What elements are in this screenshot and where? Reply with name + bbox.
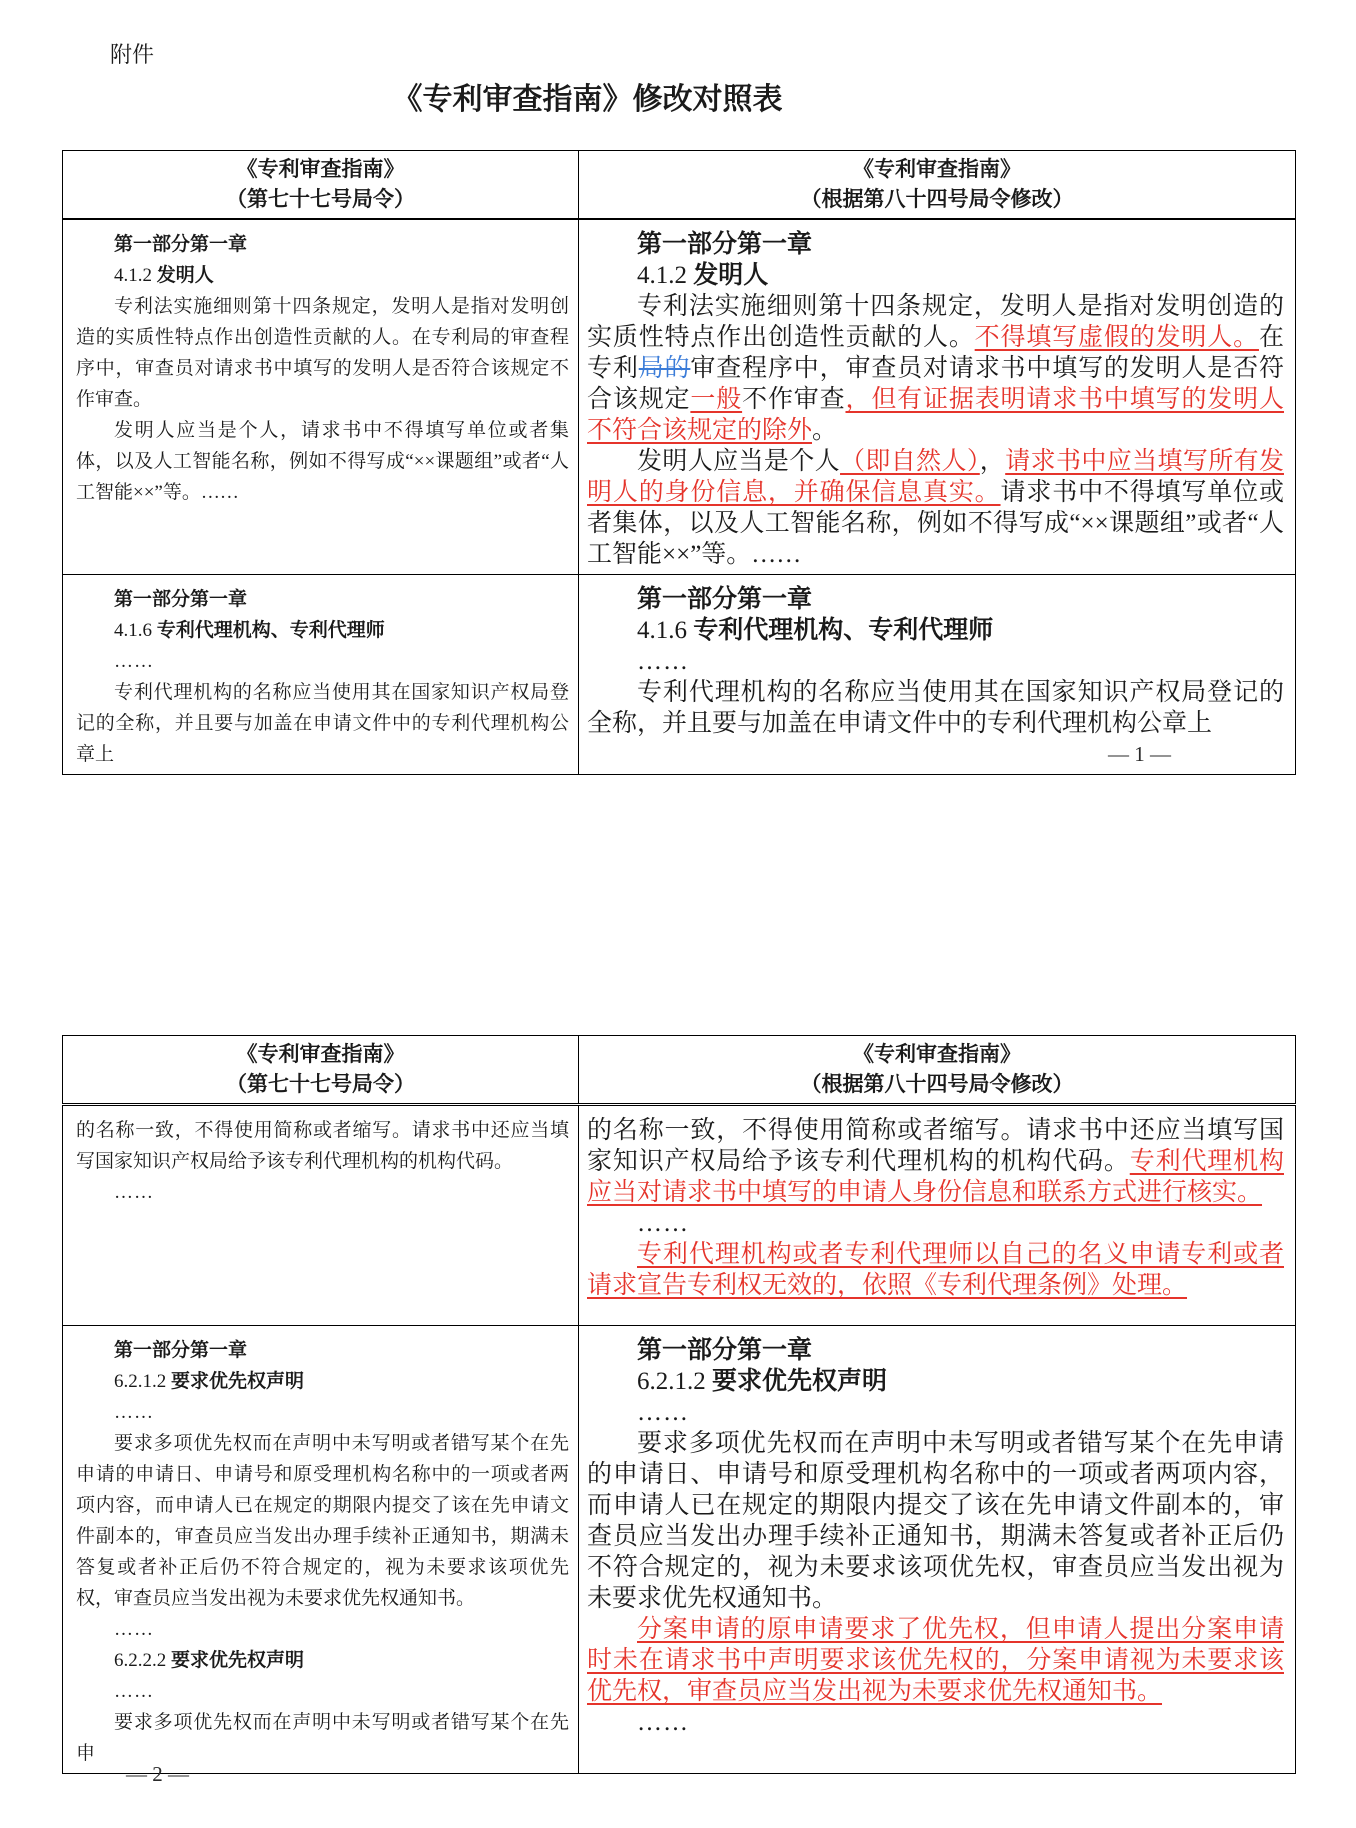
paragraph bbox=[76, 677, 569, 770]
text-run: …… bbox=[114, 1182, 154, 1203]
column-header-new-line1: 《专利审查指南》 bbox=[853, 157, 1021, 181]
text-run: …… bbox=[114, 651, 154, 672]
number-prefix: 6.2.2.2 bbox=[114, 1650, 171, 1671]
text-run: …… bbox=[637, 1399, 689, 1426]
paragraph bbox=[76, 1115, 569, 1177]
paragraph bbox=[587, 1428, 1284, 1614]
text-run: 发明人 bbox=[693, 261, 769, 289]
ellipsis-line bbox=[587, 1707, 1284, 1738]
table-row bbox=[63, 1326, 1296, 1774]
section-heading bbox=[587, 1366, 1284, 1397]
text-run: 发明人 bbox=[156, 265, 214, 286]
text-run: 在专利 bbox=[587, 324, 1284, 382]
text-run: 专利法实施细则第十四条规定，发明人是指对发明创造的实质性特点作出创造性贡献的人。 bbox=[587, 293, 1284, 351]
inserted-text: 专利代理机构或者专利代理师以自己的名义申请专利或者请求宣告专利权无效的，依照《专利代理条例》处理。 bbox=[587, 1241, 1284, 1299]
text-run: 第一部分第一章 bbox=[114, 1340, 248, 1361]
cell-new-section-4-1-6-continued bbox=[579, 1105, 1296, 1326]
text-run: 要求优先权声明 bbox=[171, 1371, 305, 1392]
column-header-old bbox=[63, 151, 579, 220]
section-heading bbox=[76, 1366, 569, 1397]
paragraph bbox=[76, 1707, 569, 1769]
column-header-old-line2: （第七十七号局令） bbox=[226, 187, 415, 211]
text-run: 专利代理机构、专利代理师 bbox=[156, 620, 385, 641]
paragraph bbox=[587, 1115, 1284, 1208]
text-run: 不作审查 bbox=[742, 386, 846, 413]
column-header-new-line1: 《专利审查指南》 bbox=[853, 1042, 1021, 1066]
comparison-table-page-1 bbox=[62, 150, 1296, 775]
text-run: …… bbox=[114, 1681, 154, 1702]
paragraph bbox=[587, 1239, 1284, 1301]
ellipsis-line bbox=[76, 1614, 569, 1645]
text-run: 要求多项优先权而在声明中未写明或者错写某个在先申请的申请日、申请号和原受理机构名称中的一项或者两项内容，而申请人已在规定的期限内提交了该在先申请文件副本的，审查员应当发出办理手续补正通知书，期满未答复或者补正后仍不符合规定的，视为未要求该项优先权，审查员应当发出视为未要求优先权通知书。 bbox=[587, 1430, 1284, 1612]
text-run: 请求书中不得填写单位或者集体，以及人工智能名称，例如不得写成“××课题组”或者“人工智能××”等。…… bbox=[587, 479, 1284, 568]
paragraph bbox=[76, 291, 569, 415]
text-run: 专利代理机构的名称应当使用其在国家知识产权局登记的全称，并且要与加盖在申请文件中的专利代理机构公章上 bbox=[587, 679, 1284, 737]
text-run: 要求多项优先权而在声明中未写明或者错写某个在先申请的申请日、申请号和原受理机构名称中的一项或者两项内容，而申请人已在规定的期限内提交了该在先申请文件副本的，审查员应当发出办理手续补正通知书，期满未答复或者补正后仍不符合规定的，视为未要求该项优先权，审查员应当发出视为未要求优先权通知书。 bbox=[76, 1433, 569, 1609]
column-header-old-line2: （第七十七号局令） bbox=[226, 1072, 415, 1096]
text-run: 专利代理机构、专利代理师 bbox=[693, 616, 994, 644]
text-run: 第一部分第一章 bbox=[114, 589, 248, 610]
number-prefix: 6.2.1.2 bbox=[637, 1368, 712, 1395]
text-run: 发明人应当是个人 bbox=[637, 448, 841, 475]
page-number-2: — 2 — bbox=[126, 1762, 189, 1786]
section-heading bbox=[76, 1645, 569, 1676]
ellipsis-line bbox=[587, 1397, 1284, 1428]
paragraph bbox=[587, 677, 1284, 739]
inserted-text: 专利代理机构应当对请求书中填写的申请人身份信息和联系方式进行核实。 bbox=[587, 1148, 1284, 1206]
section-heading bbox=[587, 229, 1284, 260]
column-header-new bbox=[579, 151, 1296, 220]
ellipsis-line bbox=[587, 646, 1284, 677]
section-heading bbox=[76, 1335, 569, 1366]
ellipsis-line bbox=[76, 1397, 569, 1428]
text-run: 要求优先权声明 bbox=[712, 1367, 888, 1395]
section-heading bbox=[587, 260, 1284, 291]
number-prefix: 6.2.1.2 bbox=[114, 1371, 171, 1392]
cell-new-section-6-2-1-2 bbox=[579, 1326, 1296, 1774]
text-run: …… bbox=[637, 1210, 689, 1237]
column-header-old-line1: 《专利审查指南》 bbox=[236, 1042, 405, 1066]
text-run: 要求优先权声明 bbox=[171, 1650, 305, 1671]
section-heading bbox=[76, 584, 569, 615]
page-number-1: — 1 — bbox=[1108, 742, 1171, 766]
text-run: 第一部分第一章 bbox=[637, 585, 813, 613]
text-run: …… bbox=[114, 1619, 154, 1640]
section-heading bbox=[76, 260, 569, 291]
table-header-row bbox=[63, 1036, 1296, 1105]
text-run: 审查程序中，审查员对请求书中填写的发明人是否符合该规定 bbox=[587, 355, 1284, 413]
document-title: 《专利审查指南》修改对照表 bbox=[392, 83, 783, 116]
cell-new-section-4-1-2 bbox=[579, 219, 1296, 575]
text-run: …… bbox=[637, 1709, 689, 1736]
text-run: 第一部分第一章 bbox=[637, 1336, 813, 1364]
ellipsis-line bbox=[76, 646, 569, 677]
text-run: 第一部分第一章 bbox=[637, 230, 813, 258]
cell-new-section-4-1-6 bbox=[579, 575, 1296, 775]
section-heading bbox=[587, 615, 1284, 646]
text-run: 。 bbox=[812, 417, 838, 444]
column-header-old bbox=[63, 1036, 579, 1105]
attachment-label: 附件 bbox=[110, 42, 155, 67]
inserted-text: 一般 bbox=[690, 386, 743, 413]
text-run: …… bbox=[637, 648, 689, 675]
number-prefix: 4.1.2 bbox=[637, 262, 694, 289]
text-run: ， bbox=[979, 448, 1006, 475]
inserted-text: 请求书中应当填写所有发明人的身份信息，并确保信息真实。 bbox=[587, 448, 1284, 506]
cell-old-section-6-2-1-2 bbox=[63, 1326, 579, 1774]
ellipsis-line bbox=[76, 1676, 569, 1707]
paragraph bbox=[587, 291, 1284, 446]
section-heading bbox=[587, 1335, 1284, 1366]
column-header-old-line1: 《专利审查指南》 bbox=[236, 157, 405, 181]
paragraph bbox=[587, 446, 1284, 570]
cell-old-section-4-1-6 bbox=[63, 575, 579, 775]
text-run: 专利法实施细则第十四条规定，发明人是指对发明创造的实质性特点作出创造性贡献的人。在专利局的审查程序中，审查员对请求书中填写的发明人是否符合该规定不作审查。 bbox=[76, 296, 569, 410]
cell-old-section-4-1-2 bbox=[63, 219, 579, 575]
section-heading bbox=[76, 229, 569, 260]
table-row bbox=[63, 219, 1296, 575]
ellipsis-line bbox=[76, 1177, 569, 1208]
section-heading bbox=[587, 584, 1284, 615]
column-header-new-line2: （根据第八十四号局令修改） bbox=[800, 187, 1074, 211]
number-prefix: 4.1.2 bbox=[114, 265, 157, 286]
section-heading bbox=[76, 615, 569, 646]
column-header-new-line2: （根据第八十四号局令修改） bbox=[800, 1072, 1074, 1096]
table-row bbox=[63, 1105, 1296, 1326]
table-header-row bbox=[63, 151, 1296, 220]
inserted-text: （即自然人） bbox=[840, 448, 980, 475]
number-prefix: 4.1.6 bbox=[637, 617, 694, 644]
cell-old-section-4-1-6-continued bbox=[63, 1105, 579, 1326]
inserted-text: ，但有证据表明请求书中填写的发明人不符合该规定的除外 bbox=[587, 386, 1284, 444]
text-run: 的名称一致，不得使用简称或者缩写。请求书中还应当填写国家知识产权局给予该专利代理机构的机构代码。 bbox=[587, 1117, 1284, 1175]
number-prefix: 4.1.6 bbox=[114, 620, 157, 641]
text-run: 专利代理机构的名称应当使用其在国家知识产权局登记的全称，并且要与加盖在申请文件中的专利代理机构公章上 bbox=[76, 682, 569, 765]
text-run: 的名称一致，不得使用简称或者缩写。请求书中还应当填写国家知识产权局给予该专利代理机构的机构代码。 bbox=[76, 1120, 569, 1172]
ellipsis-line bbox=[587, 1208, 1284, 1239]
column-header-new bbox=[579, 1036, 1296, 1105]
inserted-text: 分案申请的原申请要求了优先权，但申请人提出分案申请时未在请求书中声明要求该优先权的，分案申请视为未要求该优先权，审查员应当发出视为未要求优先权通知书。 bbox=[587, 1616, 1284, 1705]
text-run: 要求多项优先权而在声明中未写明或者错写某个在先申 bbox=[76, 1712, 569, 1764]
text-run: 发明人应当是个人，请求书中不得填写单位或者集体，以及人工智能名称，例如不得写成“××课题组”或者“人工智能××”等。…… bbox=[76, 420, 569, 503]
text-run: 第一部分第一章 bbox=[114, 234, 248, 255]
paragraph bbox=[587, 1614, 1284, 1707]
inserted-text: 不得填写虚假的发明人。 bbox=[974, 324, 1259, 351]
comparison-table-page-2 bbox=[62, 1035, 1296, 1774]
paragraph bbox=[76, 415, 569, 508]
deleted-text: 局的 bbox=[638, 355, 691, 382]
paragraph bbox=[76, 1428, 569, 1614]
text-run: …… bbox=[114, 1402, 154, 1423]
